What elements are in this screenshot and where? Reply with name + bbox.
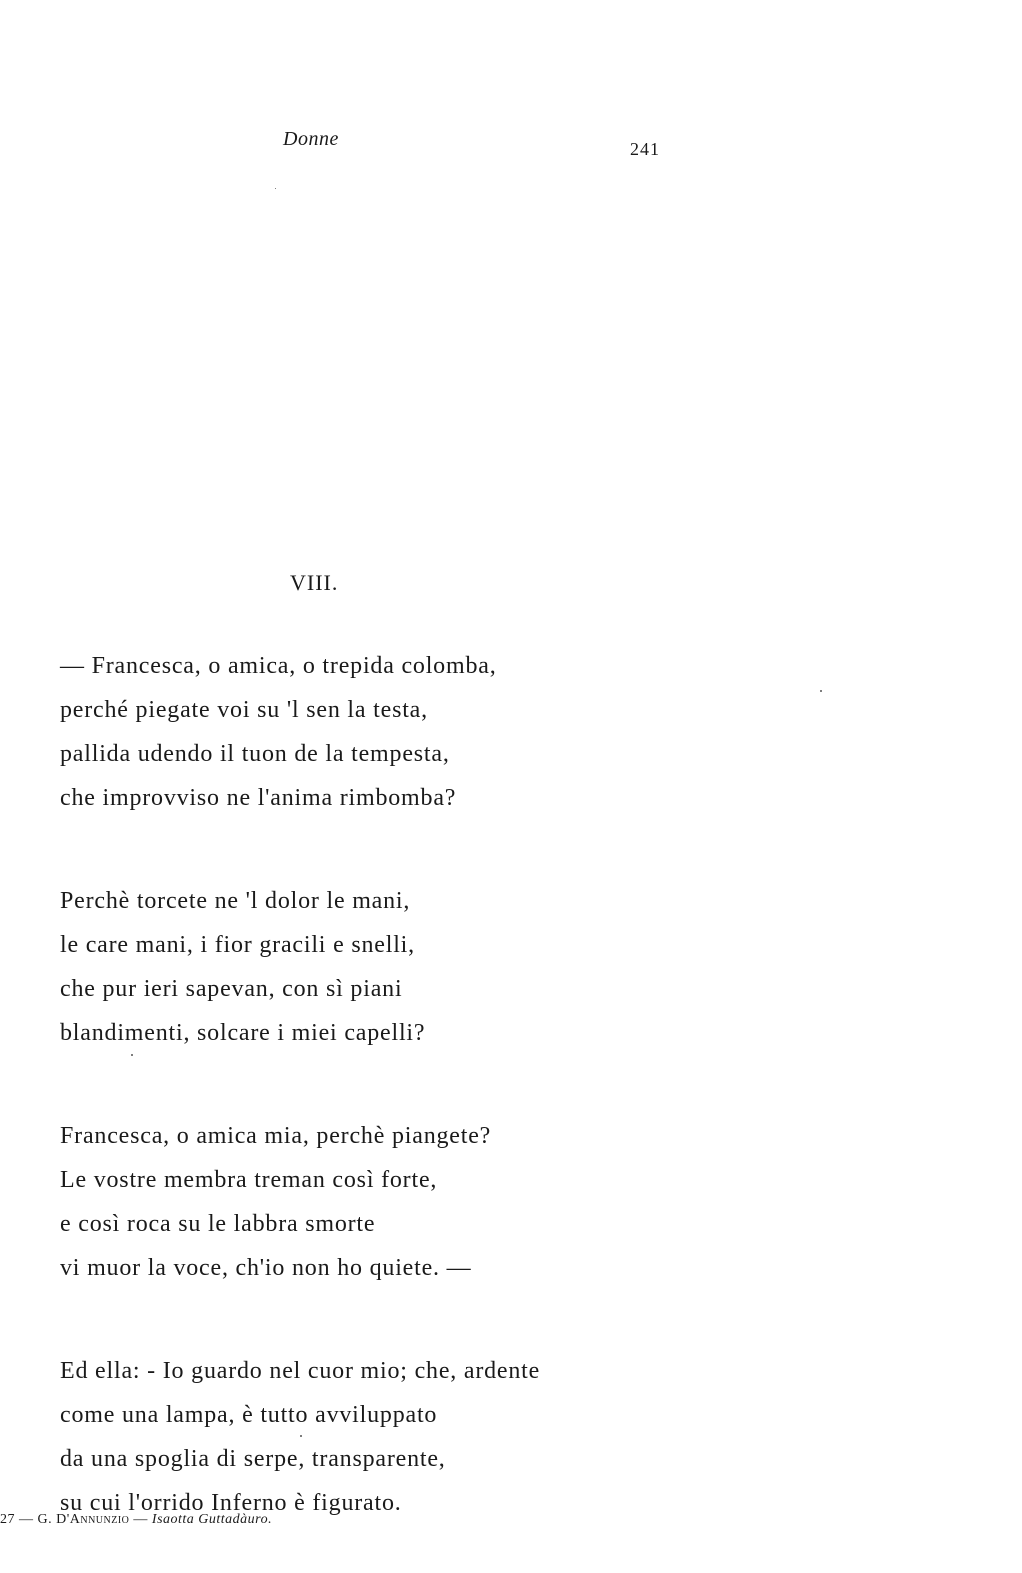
stanza-3 — [60, 1118, 660, 1294]
verse-line: perché piegate voi su 'l sen la testa, — [60, 697, 428, 723]
verse-line: da una spoglia di serpe, transparente, — [60, 1446, 446, 1472]
stanza-1 — [60, 648, 660, 824]
verse-line: — Francesca, o amica, o trepida colomba, — [60, 653, 497, 679]
scan-speck — [131, 1054, 133, 1056]
verse-line: Ed ella: - Io guardo nel cuor mio; che, ardente — [60, 1358, 541, 1384]
verse-line: Francesca, o amica mia, perchè piangete? — [60, 1123, 492, 1149]
running-title: Donne — [283, 128, 339, 150]
verse-line: come una lampa, è tutto avviluppato — [60, 1402, 438, 1428]
footer-separator: — — [133, 1512, 148, 1527]
stanza-2 — [60, 883, 660, 1059]
footer-dash: — — [19, 1512, 34, 1527]
stanza-4 — [60, 1353, 660, 1529]
scan-speck — [820, 690, 822, 692]
footer-author: G. D'Annunzio — [37, 1512, 130, 1527]
verse-line: su cui l'orrido Inferno è figurato. — [60, 1490, 402, 1516]
section-title: VIII. — [290, 570, 339, 595]
verse-line: e così roca su le labbra smorte — [60, 1211, 376, 1237]
scan-speck — [275, 188, 276, 189]
verse-line: pallida udendo il tuon de la tempesta, — [60, 741, 450, 767]
verse-line: blandimenti, solcare i miei capelli? — [60, 1020, 426, 1046]
verse-line: che improvviso ne l'anima rimbomba? — [60, 785, 457, 811]
verse-line: vi muor la voce, ch'io non ho quiete. — — [60, 1255, 472, 1281]
signature-footer — [0, 1512, 272, 1528]
page-number: 241 — [630, 139, 660, 159]
signature-mark: 27 — [0, 1512, 15, 1527]
footer-work-title: Isaotta Guttadàuro. — [151, 1512, 273, 1527]
verse-line: Le vostre membra treman così forte, — [60, 1167, 438, 1193]
poem — [60, 648, 660, 1529]
scan-speck — [300, 1435, 302, 1437]
verse-line: le care mani, i fior gracili e snelli, — [60, 932, 415, 958]
verse-line: che pur ieri sapevan, con sì piani — [60, 976, 403, 1002]
verse-line: Perchè torcete ne 'l dolor le mani, — [60, 888, 411, 914]
